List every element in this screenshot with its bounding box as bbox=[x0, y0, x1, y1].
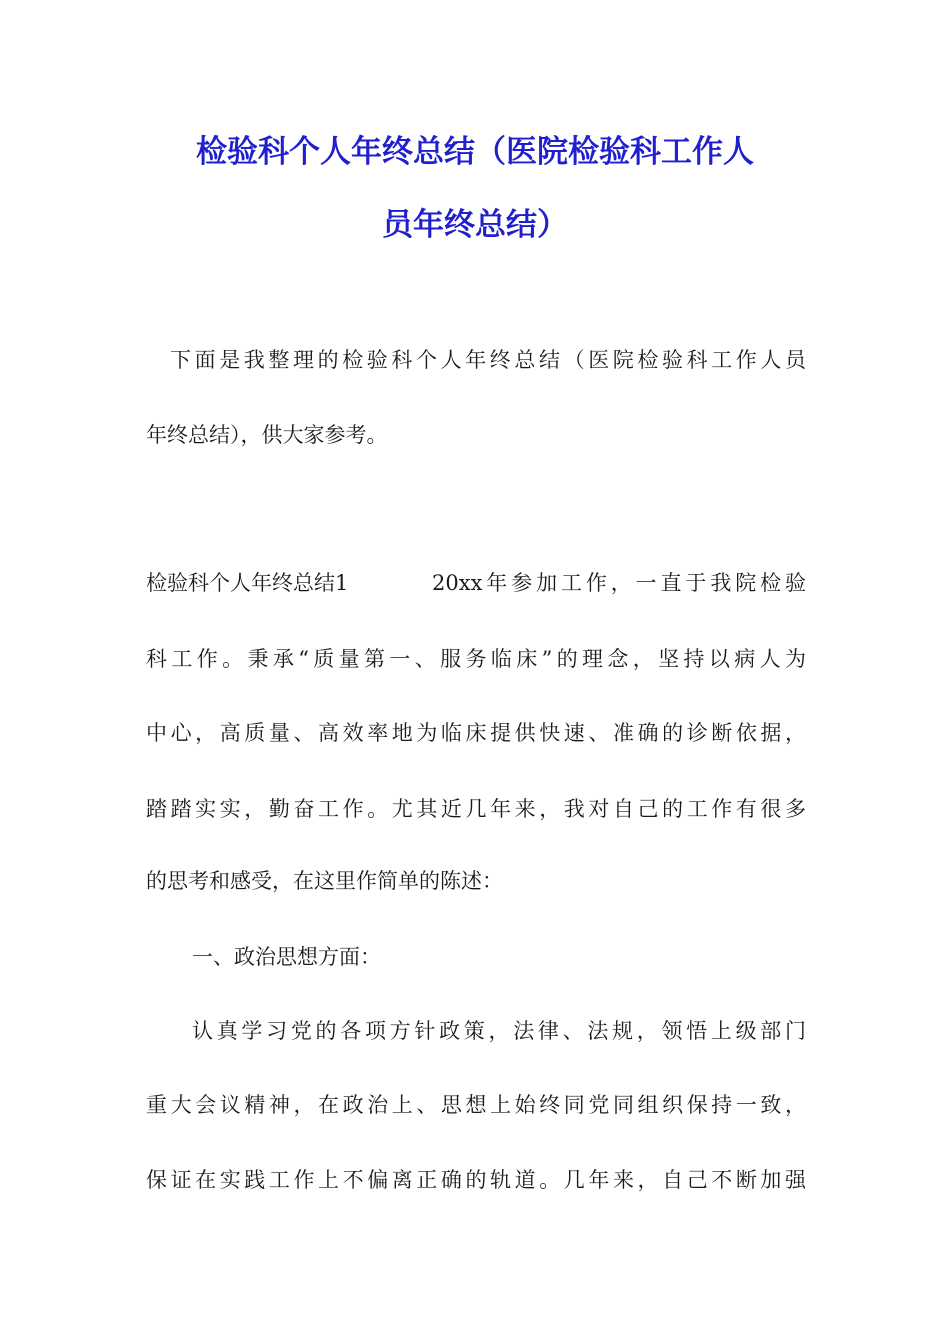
intro-text-line-2: 年终总结），供大家参考。 bbox=[146, 423, 388, 447]
section-heading: 检验科个人年终总结1 bbox=[146, 571, 349, 595]
paragraph-2-line-3: 保证在实践工作上不偏离正确的轨道。几年来，自己不断加强 bbox=[146, 1168, 806, 1192]
paragraph-1-line-5: 的思考和感受，在这里作简单的陈述： bbox=[146, 869, 503, 893]
paragraph-1-line-4: 踏踏实实，勤奋工作。尤其近几年来，我对自己的工作有很多 bbox=[146, 797, 806, 821]
document-title-line-2: 员年终总结） bbox=[382, 207, 568, 243]
paragraph-1-line-3: 中心，高质量、高效率地为临床提供快速、准确的诊断依据， bbox=[146, 721, 806, 745]
intro-text-line-1: 下面是我整理的检验科个人年终总结（医院检验科工作人员 bbox=[170, 348, 806, 372]
paragraph-2-line-2: 重大会议精神，在政治上、思想上始终同党同组织保持一致， bbox=[146, 1093, 806, 1117]
paragraph-1-line-1: 20xx年参加工作，一直于我院检验 bbox=[432, 571, 806, 595]
paragraph-2-line-1: 认真学习党的各项方针政策，法律、法规，领悟上级部门 bbox=[192, 1019, 806, 1043]
document-title-line-1: 检验科个人年终总结（医院检验科工作人 bbox=[196, 134, 754, 170]
paragraph-1-line-2: 科工作。秉承“质量第一、服务临床”的理念，坚持以病人为 bbox=[146, 647, 806, 671]
subheading-political-thought: 一、政治思想方面： bbox=[192, 945, 381, 969]
section-1-first-line bbox=[146, 568, 806, 598]
